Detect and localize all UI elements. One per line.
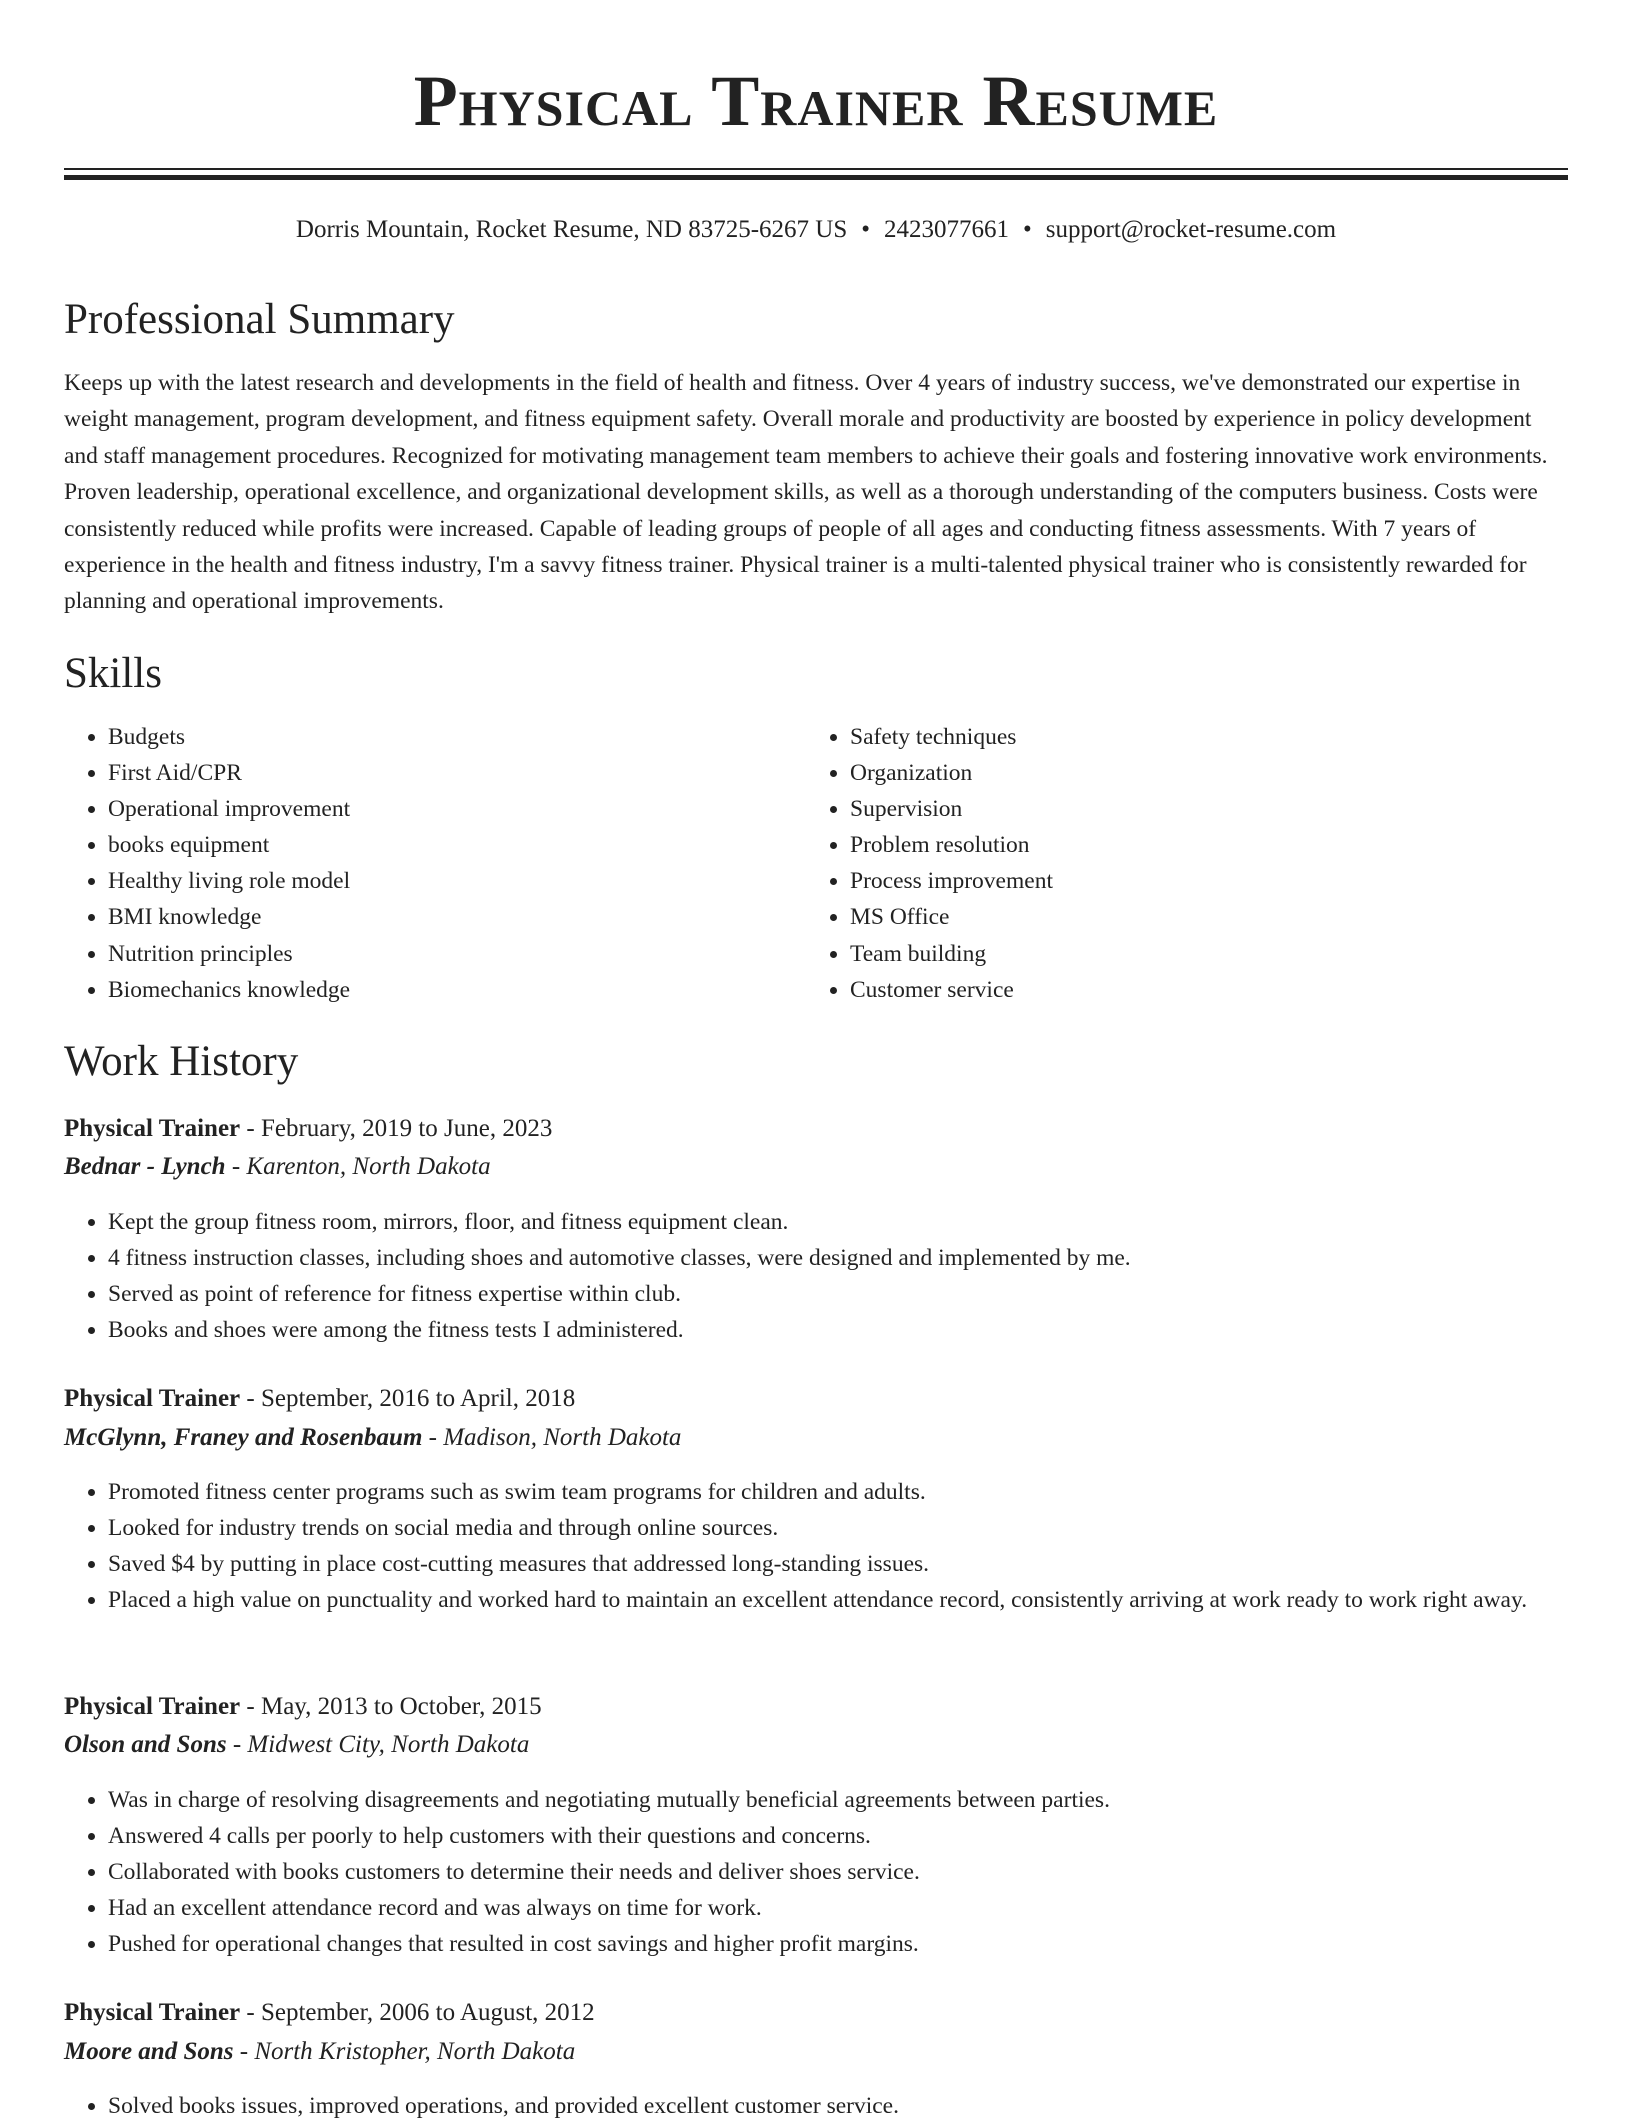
job-duty: • Books and shoes were among the fitness tests I administered.: [108, 1312, 1568, 1348]
job-location: - North Kristopher, North Dakota: [233, 2038, 576, 2065]
contact-separator: •: [1023, 216, 1032, 243]
job-duty: • Served as point of reference for fitness expertise within club.: [108, 1276, 1568, 1312]
job-title: Physical Trainer: [64, 1115, 241, 1142]
job-company: Bednar - Lynch: [64, 1153, 226, 1180]
job-location: - Karenton, North Dakota: [225, 1153, 491, 1180]
skills-heading: Skills: [64, 650, 162, 697]
skill-item: • Healthy living role model: [108, 863, 350, 899]
job-duty: • Kept the group fitness room, mirrors, floor, and fitness equipment clean.: [108, 1204, 1568, 1240]
job-duty: • Collaborated with books customers to determine their needs and deliver shoes service.: [108, 1854, 1568, 1890]
job-duty: • Looked for industry trends on social media and through online sources.: [108, 1510, 1568, 1546]
job-location: - Midwest City, North Dakota: [226, 1731, 530, 1758]
job-duty: • 4 fitness instruction classes, including shoes and automotive classes, were designed and implemented by me.: [108, 1240, 1568, 1276]
job-company-line: [64, 1420, 681, 1456]
title-divider-thick: [64, 175, 1568, 180]
skills-list-right: [806, 719, 1053, 1008]
resume-title: Physical Trainer Resume: [413, 61, 1219, 141]
skill-item: • Nutrition principles: [108, 936, 350, 972]
job-duty: • Was in charge of resolving disagreements and negotiating mutually beneficial agreements between parties.: [108, 1782, 1568, 1818]
skill-item: • Safety techniques: [850, 719, 1053, 755]
skill-item: • First Aid/CPR: [108, 755, 350, 791]
job-location: - Madison, North Dakota: [422, 1424, 682, 1451]
job-company: McGlynn, Franey and Rosenbaum: [64, 1424, 423, 1451]
job-duties-list: [64, 1782, 1568, 1962]
skill-item: • Problem resolution: [850, 827, 1053, 863]
skill-item: • BMI knowledge: [108, 899, 350, 935]
job-dates: - September, 2016 to April, 2018: [240, 1385, 576, 1412]
job-company-line: [64, 1149, 491, 1185]
skills-list-left: [64, 719, 350, 1008]
skill-item: • Supervision: [850, 791, 1053, 827]
summary-heading: Professional Summary: [64, 296, 455, 343]
skill-item: • Biomechanics knowledge: [108, 972, 350, 1008]
skill-item: • Operational improvement: [108, 791, 350, 827]
job-company: Moore and Sons: [64, 2038, 234, 2065]
job-title: Physical Trainer: [64, 1385, 241, 1412]
skill-item: • Team building: [850, 936, 1053, 972]
contact-address: Dorris Mountain, Rocket Resume, ND 83725-6267 US: [295, 216, 848, 243]
job-duties-list: [64, 1204, 1568, 1348]
contact-line: [64, 212, 1568, 248]
job-duty: • Placed a high value on punctuality and worked hard to maintain an excellent attendance record, consistently arriving at work ready to work right away.: [108, 1582, 1568, 1618]
job-duty: • Pushed for operational changes that resulted in cost savings and higher profit margins.: [108, 1926, 1568, 1962]
job-title-line: [64, 1995, 595, 2031]
contact-separator: •: [861, 216, 871, 243]
job-company-line: [64, 2034, 575, 2070]
job-title: Physical Trainer: [64, 1693, 241, 1720]
skill-item: • books equipment: [108, 827, 350, 863]
job-duty: • Promoted fitness center programs such as swim team programs for children and adults.: [108, 1474, 1568, 1510]
job-duty: • Solved books issues, improved operations, and provided excellent customer service.: [108, 2088, 1568, 2124]
contact-email: support@rocket-resume.com: [1045, 216, 1337, 243]
job-company: Olson and Sons: [64, 1731, 227, 1758]
title-divider-thin: [64, 168, 1568, 170]
contact-phone: 2423077661: [884, 216, 1010, 243]
job-dates: - May, 2013 to October, 2015: [240, 1693, 542, 1720]
job-title-line: [64, 1689, 542, 1725]
skill-item: • Budgets: [108, 719, 350, 755]
job-duty: • Had an excellent attendance record and was always on time for work.: [108, 1890, 1568, 1926]
summary-text: Keeps up with the latest research and developments in the field of health and fitness. Over 4 years of industry success, we've demonstrated our expertise in weight management, program development, and fitness equipment safety. Overall morale and productivity are boosted by experience in policy development and staff management procedures. Recognized for motivating management team members to achieve their goals and fostering innovative work environments. Proven leadership, operational excellence, and organizational development skills, as well as a thorough understanding of the computers business. Costs were consistently reduced while profits were increased. Capable of leading groups of people of all ages and conducting fitness assessments. With 7 years of experience in the health and fitness industry, I'm a savvy fitness trainer. Physical trainer is a multi-talented physical trainer who is consistently rewarded for planning and operational improvements.: [64, 370, 1548, 615]
job-company-line: [64, 1727, 529, 1763]
job-title-line: [64, 1111, 552, 1147]
skill-item: • Organization: [850, 755, 1053, 791]
job-duties-list: [64, 2088, 1568, 2124]
job-title-line: [64, 1381, 575, 1417]
skill-item: • MS Office: [850, 899, 1053, 935]
job-duty: • Saved $4 by putting in place cost-cutting measures that addressed long-standing issues.: [108, 1546, 1568, 1582]
job-dates: - September, 2006 to August, 2012: [240, 1999, 595, 2026]
job-title: Physical Trainer: [64, 1999, 241, 2026]
skill-item: • Customer service: [850, 972, 1053, 1008]
job-duties-list: [64, 1474, 1568, 1618]
skill-item: • Process improvement: [850, 863, 1053, 899]
job-dates: - February, 2019 to June, 2023: [240, 1115, 553, 1142]
job-duty: • Answered 4 calls per poorly to help customers with their questions and concerns.: [108, 1818, 1568, 1854]
work-history-heading: Work History: [64, 1038, 299, 1085]
